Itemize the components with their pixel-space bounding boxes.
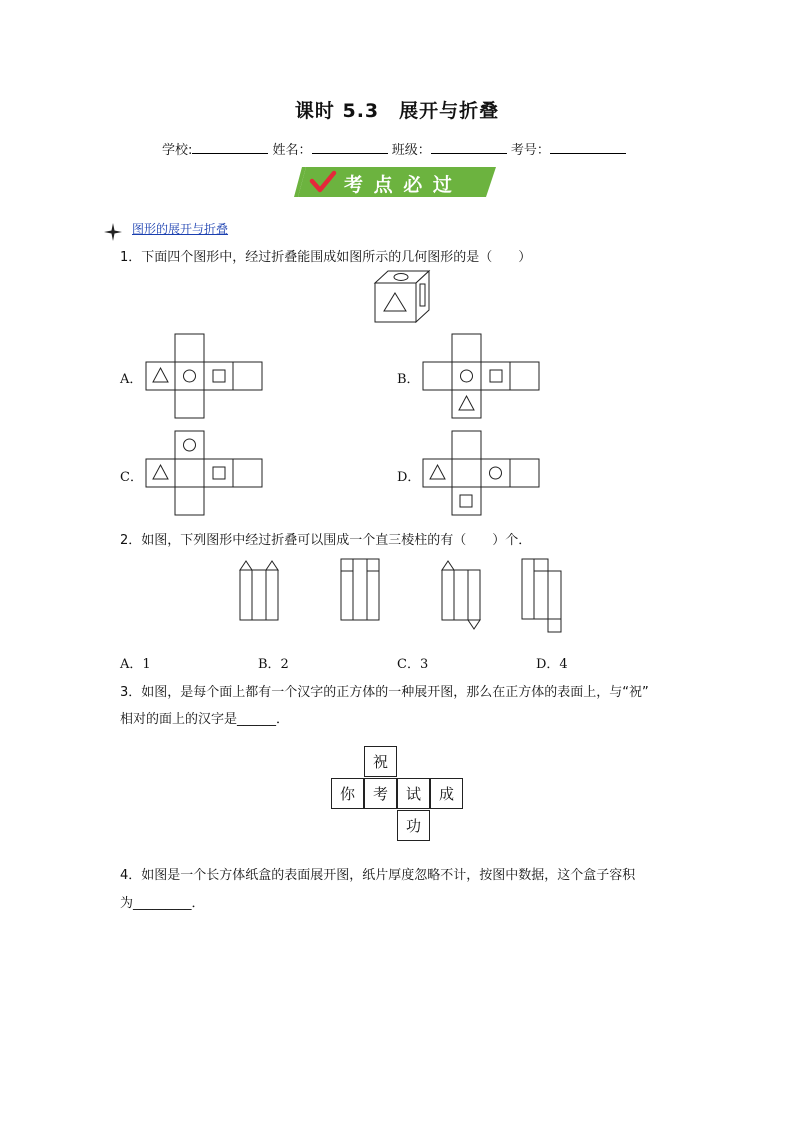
q3-cell-2: 考	[364, 778, 397, 809]
q2-figure-2	[339, 558, 383, 626]
question-4-line-2: 为_________．	[120, 896, 205, 911]
q1-cube-figure	[372, 270, 432, 328]
question-1-text: 1．下面四个图形中，经过折叠能围成如图所示的几何图形的是（ ）	[120, 250, 532, 265]
question-3-line-2: 相对的面上的汉字是______．	[120, 712, 290, 727]
section-link[interactable]: 图形的展开与折叠	[132, 222, 229, 236]
q2-figure-3	[440, 560, 484, 636]
exam-no-blank[interactable]	[550, 141, 626, 154]
question-2-text: 2．如图，下列图形中经过折叠可以围成一个直三棱柱的有（ ）个．	[120, 533, 532, 548]
section-banner	[298, 165, 498, 199]
student-info-line	[162, 139, 626, 158]
name-label: 姓名：	[272, 143, 312, 158]
q2-option-d[interactable]: D．4	[536, 657, 568, 672]
page-title: 课时 5.3 展开与折叠	[294, 100, 500, 122]
q3-cell-4: 成	[430, 778, 463, 809]
q1-option-b-net[interactable]	[423, 334, 541, 424]
sparkle-icon	[104, 223, 122, 245]
q2-option-b[interactable]: B．2	[258, 657, 289, 672]
exam-no-label: 考号：	[510, 143, 550, 158]
q1-option-b-label[interactable]: B．	[397, 372, 420, 387]
q3-cell-top: 祝	[364, 746, 397, 777]
school-label: 学校:	[162, 143, 193, 158]
class-blank[interactable]	[431, 141, 507, 154]
q2-option-a[interactable]: A．1	[120, 657, 151, 672]
q1-option-c-label[interactable]: C．	[120, 470, 143, 485]
q1-option-a-net[interactable]	[146, 334, 264, 424]
q2-option-c[interactable]: C．3	[397, 657, 429, 672]
q3-cell-3: 试	[397, 778, 430, 809]
q1-option-d-net[interactable]	[423, 431, 541, 521]
q3-cell-bottom: 功	[397, 810, 430, 841]
q1-option-a-label[interactable]: A．	[120, 372, 143, 387]
q2-figure-4	[520, 558, 566, 640]
q2-figure-1	[238, 560, 282, 626]
school-blank[interactable]	[192, 141, 268, 154]
question-3-line-1: 3．如图，是每个面上都有一个汉字的正方体的一种展开图，那么在正方体的表面上，与“祝”	[120, 685, 649, 700]
question-4-line-1: 4．如图是一个长方体纸盒的表面展开图，纸片厚度忽略不计，按图中数据，这个盒子容积	[120, 868, 636, 883]
q1-option-d-label[interactable]: D．	[397, 470, 421, 485]
banner-text: 考 点 必 过	[344, 174, 454, 196]
q3-cell-1: 你	[331, 778, 364, 809]
class-label: 班级：	[391, 143, 431, 158]
q1-option-c-net[interactable]	[146, 431, 264, 521]
name-blank[interactable]	[312, 141, 388, 154]
